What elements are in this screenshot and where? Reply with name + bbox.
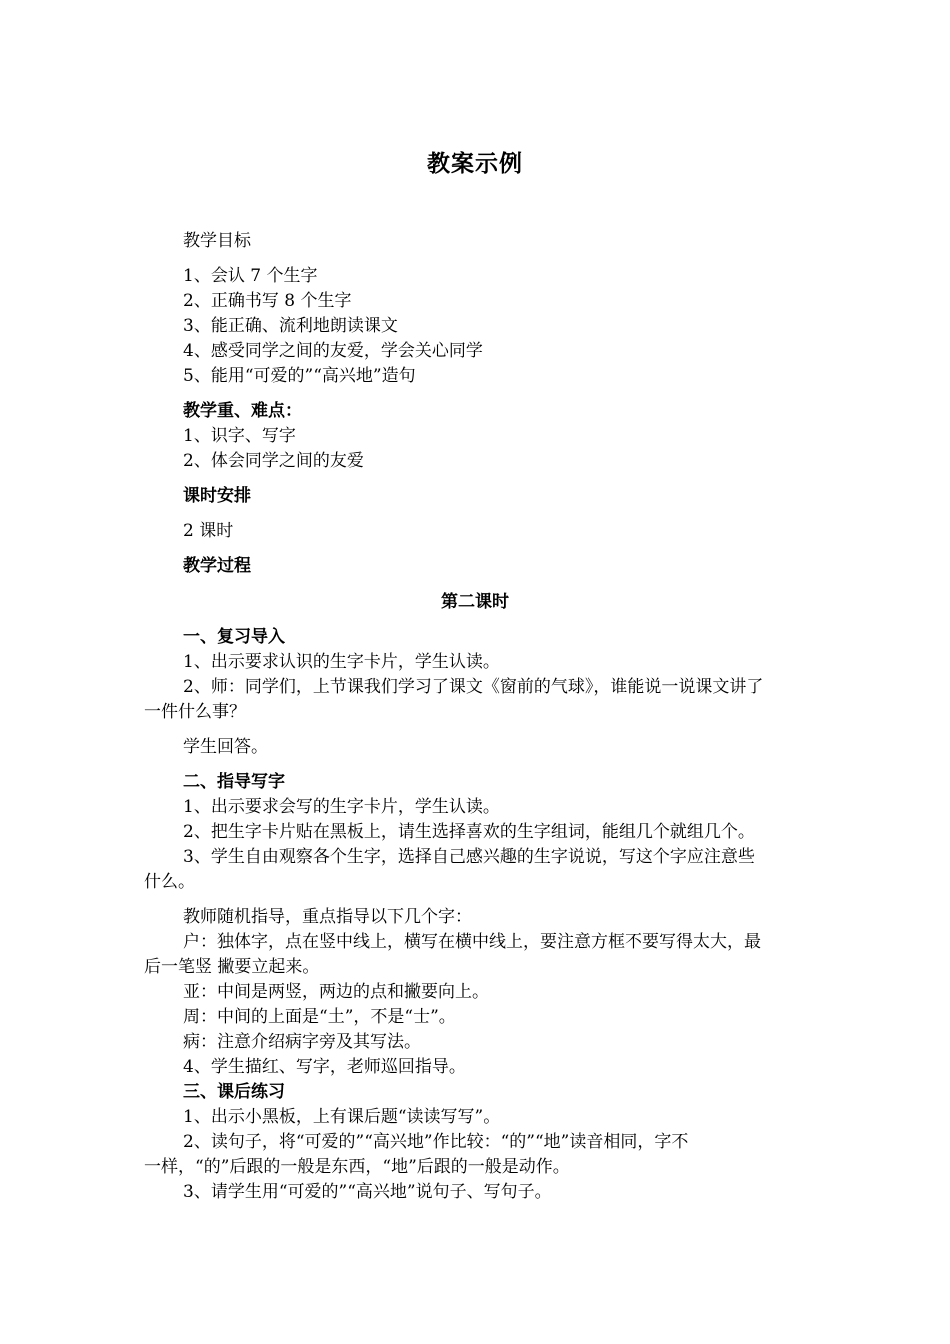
guide-char-hu: 户：独体字，点在竖中线上，横写在横中线上，要注意方框不要写得太大，最 — [183, 932, 761, 952]
objective-item: 4、感受同学之间的友爱，学会关心同学 — [183, 341, 483, 361]
writing-heading: 二、指导写字 — [183, 772, 285, 792]
objective-item: 3、能正确、流利地朗读课文 — [183, 316, 398, 336]
document-title: 教案示例 — [427, 151, 523, 177]
writing-line: 什么。 — [144, 872, 195, 892]
objective-item: 5、能用“可爱的”“高兴地”造句 — [183, 366, 416, 386]
schedule-value: 2 课时 — [183, 521, 234, 541]
key-point-item: 1、识字、写字 — [183, 426, 296, 446]
guide-char-zhou: 周：中间的上面是“土”，不是“士”。 — [183, 1007, 456, 1027]
practice-line: 1、出示小黑板，上有课后题“读读写写”。 — [183, 1107, 501, 1127]
writing-line: 2、把生字卡片贴在黑板上，请生选择喜欢的生字组词，能组几个就组几个。 — [183, 822, 755, 842]
writing-line: 3、学生自由观察各个生字，选择自己感兴趣的生字说说，写这个字应注意些 — [183, 847, 755, 867]
guide-char-bing: 病：注意介绍病字旁及其写法。 — [183, 1032, 421, 1052]
practice-heading: 三、课后练习 — [183, 1082, 285, 1102]
key-point-item: 2、体会同学之间的友爱 — [183, 451, 364, 471]
objectives-heading: 教学目标 — [183, 231, 251, 251]
process-heading: 教学过程 — [183, 556, 251, 576]
schedule-heading: 课时安排 — [183, 486, 251, 506]
practice-line: 一样，“的”后跟的一般是东西，“地”后跟的一般是动作。 — [144, 1157, 570, 1177]
review-heading: 一、复习导入 — [183, 627, 285, 647]
key-points-heading: 教学重、难点： — [183, 401, 302, 421]
objective-item: 1、会认 7 个生字 — [183, 266, 318, 286]
review-line: 2、师：同学们，上节课我们学习了课文《窗前的气球》，谁能说一说课文讲了 — [183, 677, 764, 697]
practice-line: 2、读句子，将“可爱的”“高兴地”作比较：“的”“地”读音相同，字不 — [183, 1132, 689, 1152]
guide-intro: 教师随机指导，重点指导以下几个字： — [183, 907, 472, 927]
review-line: 1、出示要求认识的生字卡片，学生认读。 — [183, 652, 500, 672]
guide-char-ya: 亚：中间是两竖，两边的点和撇要向上。 — [183, 982, 489, 1002]
practice-line: 3、请学生用“可爱的”“高兴地”说句子、写句子。 — [183, 1182, 552, 1202]
lesson-subheading: 第二课时 — [441, 592, 509, 612]
objective-item: 2、正确书写 8 个生字 — [183, 291, 352, 311]
review-line: 一件什么事？ — [144, 702, 246, 722]
writing-line: 4、学生描红、写字，老师巡回指导。 — [183, 1057, 466, 1077]
writing-line: 1、出示要求会写的生字卡片，学生认读。 — [183, 797, 500, 817]
guide-char-hu: 后一笔竖 撇要立起来。 — [144, 957, 320, 977]
review-answer: 学生回答。 — [183, 737, 268, 757]
